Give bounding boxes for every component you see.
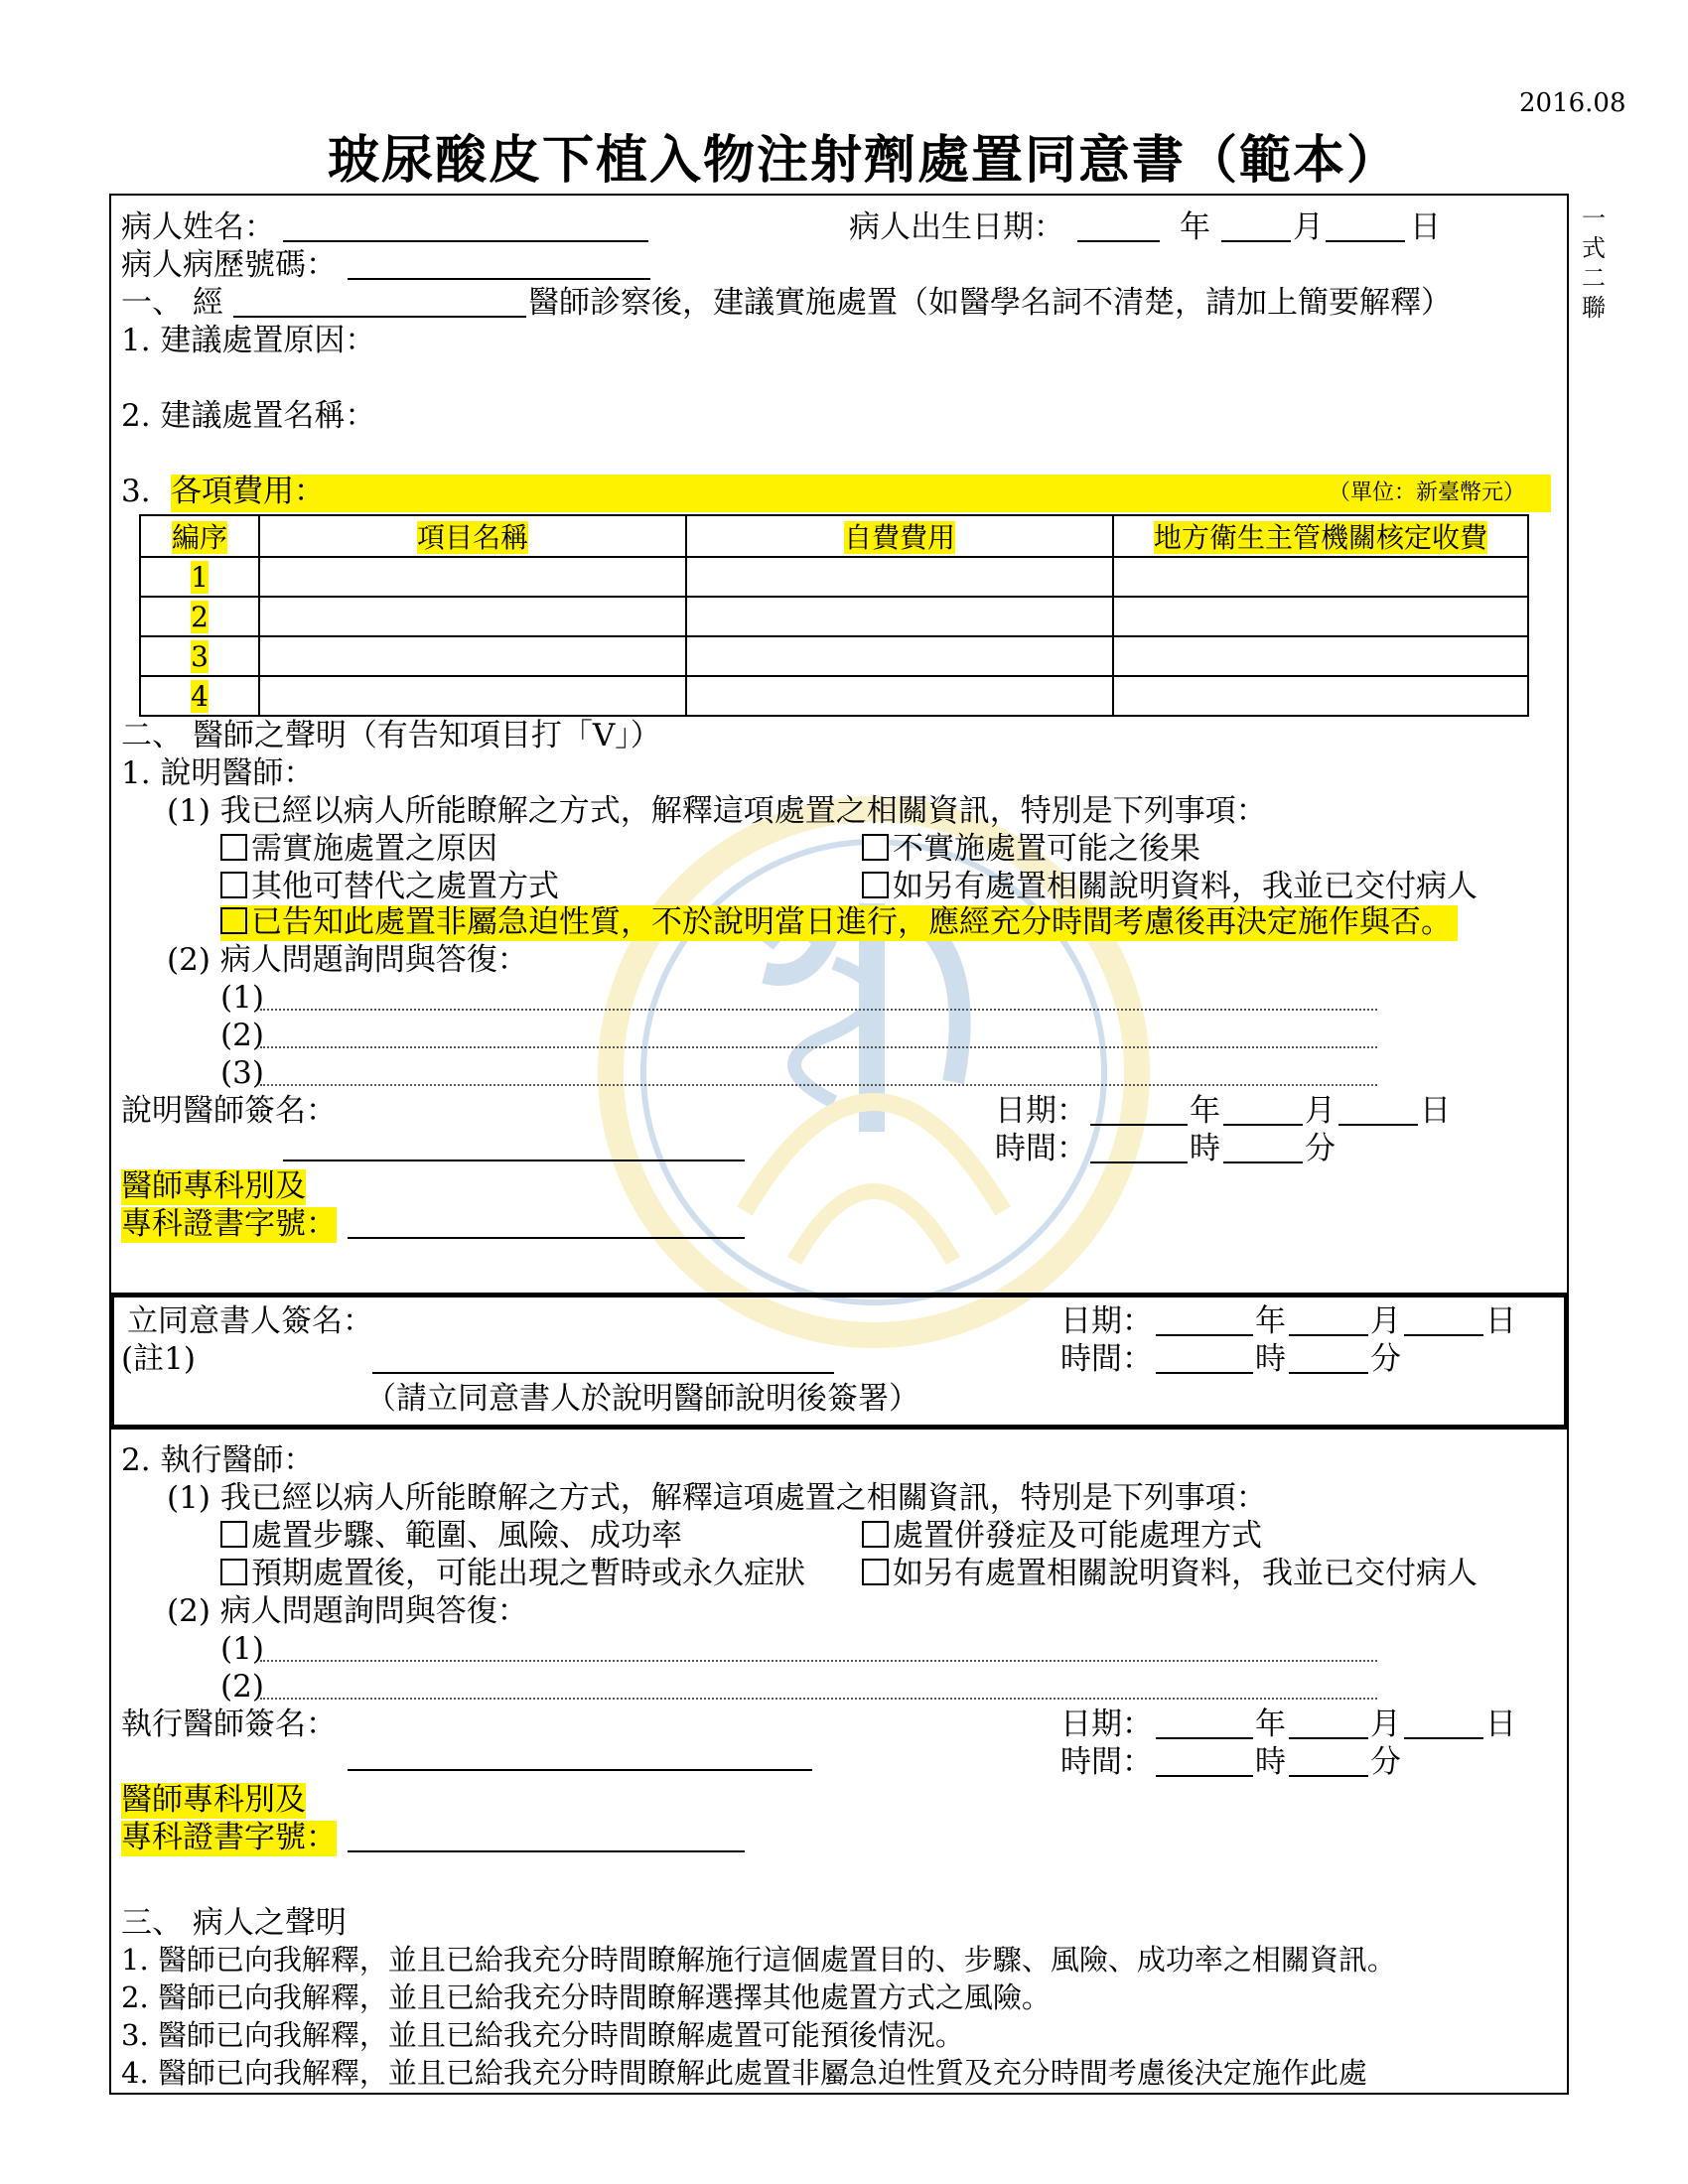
section3-heading: 三、 病人之聲明 [121,1905,347,1941]
patient-name-field[interactable] [283,240,648,242]
approved-cell[interactable] [1113,557,1528,597]
table-row [140,557,1528,597]
explain-time-label: 時間： [995,1131,1087,1166]
execute-time-minute-unit: 分 [1370,1744,1401,1780]
form-title: 玻尿酸皮下植入物注射劑處置同意書（範本） [328,130,1401,191]
explain-specialty-label-b: 專科證書字號： [121,1206,337,1242]
check-consequence[interactable]: 不實施處置可能之後果 [862,832,1200,868]
consent-time-minute-field[interactable] [1289,1372,1368,1374]
medical-record-label: 病人病歷號碼： [121,247,337,283]
check-alternatives[interactable]: 其他可替代之處置方式 [220,870,559,905]
self-pay-cell[interactable] [686,557,1113,597]
patient-statement-4: 4. 醫師已向我解釋，並且已給我充分時間瞭解此處置非屬急迫性質及充分時間考慮後決定施作此處 [121,2056,1367,2090]
self-pay-cell[interactable] [686,636,1113,676]
explain-time-hour-field[interactable] [1090,1161,1188,1163]
execute-qa-heading: (2) 病人問題詢問與答復： [167,1593,528,1629]
consent-instruction: （請立同意書人於說明醫師說明後簽署） [365,1381,919,1417]
explain-sign-field[interactable] [283,1160,745,1161]
patient-name-label: 病人姓名： [121,209,275,245]
patient-statement-2: 2. 醫師已向我解釋，並且已給我充分時間瞭解選擇其他處置方式之風險。 [121,1980,1051,2014]
execute-date-month-unit: 月 [1370,1706,1401,1742]
consent-note: (註1) [121,1341,196,1377]
row-index: 1 [140,557,259,597]
consent-date-year-unit: 年 [1255,1303,1286,1339]
explain-specialty-field[interactable] [348,1237,745,1239]
approved-cell[interactable] [1113,636,1528,676]
check-symptoms[interactable]: 預期處置後，可能出現之暫時或永久症狀 [220,1557,805,1592]
explain-time-minute-unit: 分 [1305,1131,1336,1166]
consent-time-hour-field[interactable] [1156,1372,1253,1374]
execute-sign-field[interactable] [348,1769,812,1771]
check-steps[interactable]: 處置步驟、範圍、風險、成功率 [220,1519,682,1555]
explain-sign-label: 說明醫師簽名： [121,1093,337,1129]
patient-statement-3: 3. 醫師已向我解釋，並且已給我充分時間瞭解處置可能預後情況。 [121,2018,964,2052]
check-materials[interactable]: 如另有處置相關說明資料，我並已交付病人 [862,870,1477,905]
fee-col-index: 編序 [140,515,259,557]
checkbox[interactable] [220,872,247,898]
section1-lead-b: 醫師診察後，建議實施處置（如醫學名詞不清楚，請加上簡要解釋） [528,285,1452,321]
explain-date-year-unit: 年 [1190,1093,1220,1129]
explain-specialty-label-a: 醫師專科別及 [121,1168,306,1204]
birth-year-field[interactable] [1077,240,1160,242]
execute-date-year-field[interactable] [1156,1737,1253,1739]
approved-cell[interactable] [1113,676,1528,716]
table-row [140,597,1528,636]
item-cell[interactable] [259,636,686,676]
birth-date-label: 病人出生日期： [849,209,1064,245]
consent-date-day-unit: 日 [1485,1303,1516,1339]
patient-statement-1: 1. 醫師已向我解釋，並且已給我充分時間瞭解施行這個處置目的、步驟、風險、成功率之相關資訊。 [121,1943,1396,1977]
execute-sign-label: 執行醫師簽名： [121,1706,337,1742]
row-index: 2 [140,597,259,636]
explain-time-hour-unit: 時 [1190,1131,1220,1166]
fee-table [139,514,1529,717]
consent-date-month-unit: 月 [1370,1303,1401,1339]
qa-label-3: (3) [220,1055,264,1091]
explain-date-month-unit: 月 [1305,1093,1336,1129]
execute-paragraph: (1) 我已經以病人所能瞭解之方式，解釋這項處置之相關資訊，特別是下列事項： [167,1480,1267,1516]
checkbox[interactable] [220,1521,247,1548]
consent-sign-field[interactable] [372,1372,834,1374]
execute-qa-line-1[interactable] [260,1660,1377,1662]
form-version: 2016.08 [1519,88,1626,118]
checkbox[interactable] [220,1559,247,1585]
execute-time-label: 時間： [1060,1744,1153,1780]
execute-specialty-label-a: 醫師專科別及 [121,1782,306,1818]
check-reason[interactable]: 需實施處置之原因 [220,832,497,868]
qa-answer-line-2[interactable] [260,1046,1377,1048]
consent-time-label: 時間： [1060,1341,1153,1377]
execute-date-month-field[interactable] [1289,1737,1368,1739]
explain-doctor-title: 1. 說明醫師： [121,755,315,791]
explain-date-day-field[interactable] [1338,1124,1418,1126]
item-cell[interactable] [259,676,686,716]
table-row [140,636,1528,676]
qa-label-2: (2) [220,1018,264,1053]
section1-lead-a: 一、 經 [121,285,223,321]
execute-qa-line-2[interactable] [260,1698,1377,1700]
row-index: 3 [140,636,259,676]
checkbox[interactable] [220,834,247,861]
checkbox[interactable] [862,872,889,898]
explain-date-label: 日期： [995,1093,1087,1129]
consent-time-hour-unit: 時 [1255,1341,1286,1377]
checkbox[interactable] [862,1521,889,1548]
check-non-urgent[interactable]: 已告知此處置非屬急迫性質，不於說明當日進行，應經充分時間考慮後再決定施作與否。 [220,905,1458,941]
fee-col-self-pay: 自費費用 [686,515,1113,557]
explain-date-year-field[interactable] [1090,1124,1188,1126]
consent-time-minute-unit: 分 [1370,1341,1401,1377]
execute-specialty-field[interactable] [348,1850,745,1852]
explain-paragraph: (1) 我已經以病人所能瞭解之方式，解釋這項處置之相關資訊，特別是下列事項： [167,793,1267,829]
item-cell[interactable] [259,597,686,636]
section1-item-name: 2. 建議處置名稱： [121,398,376,434]
explain-date-month-field[interactable] [1223,1124,1303,1126]
birth-month-unit: 月 [1293,209,1324,245]
table-row [140,676,1528,716]
explain-time-minute-field[interactable] [1223,1161,1303,1163]
item-cell[interactable] [259,557,686,597]
execute-doctor-title: 2. 執行醫師： [121,1442,315,1478]
birth-year-unit: 年 [1180,209,1210,245]
fee-col-approved: 地方衛生主管機關核定收費 [1113,515,1528,557]
birth-day-field[interactable] [1326,240,1405,242]
fee-table-header-row [140,515,1528,557]
explain-date-day-unit: 日 [1420,1093,1451,1129]
qa-heading: (2) 病人問題詢問與答復： [167,942,528,978]
birth-day-unit: 日 [1410,209,1441,245]
execute-time-hour-unit: 時 [1255,1744,1286,1780]
execute-date-label: 日期： [1060,1706,1153,1742]
execute-time-hour-field[interactable] [1156,1775,1253,1777]
birth-month-field[interactable] [1221,240,1291,242]
execute-qa-label-2: (2) [220,1669,264,1705]
qa-answer-line-3[interactable] [260,1084,1377,1086]
self-pay-cell[interactable] [686,676,1113,716]
qa-answer-line-1[interactable] [260,1009,1377,1011]
execute-qa-label-1: (1) [220,1631,264,1667]
fee-label: 各項費用： [171,474,325,509]
medical-record-field[interactable] [348,278,650,280]
consent-sign-label: 立同意書人簽名： [127,1303,373,1339]
consent-date-year-field[interactable] [1156,1334,1253,1336]
fee-col-item: 項目名稱 [259,515,686,557]
check-exec-materials[interactable]: 如另有處置相關說明資料，我並已交付病人 [862,1557,1477,1592]
approved-cell[interactable] [1113,597,1528,636]
section2-heading: 二、 醫師之聲明（有告知項目打「V」） [121,718,661,753]
self-pay-cell[interactable] [686,597,1113,636]
execute-date-day-field[interactable] [1404,1737,1483,1739]
row-index: 4 [140,676,259,716]
consent-date-month-field[interactable] [1289,1334,1368,1336]
section1-item3-number: 3. [121,474,151,509]
section1-item-reason: 1. 建議處置原因： [121,323,376,358]
qa-label-1: (1) [220,980,264,1016]
execute-specialty-label-b: 專科證書字號： [121,1820,337,1855]
execute-time-minute-field[interactable] [1289,1775,1368,1777]
execute-date-year-unit: 年 [1255,1706,1286,1742]
checkbox[interactable] [862,834,889,861]
check-complications[interactable]: 處置併發症及可能處理方式 [862,1519,1262,1555]
consent-date-day-field[interactable] [1404,1334,1483,1336]
execute-date-day-unit: 日 [1485,1706,1516,1742]
copies-note: 一式二聯 [1582,205,1606,322]
checkbox[interactable] [862,1559,889,1585]
doctor-name-field[interactable] [233,316,526,318]
consent-date-label: 日期： [1060,1303,1153,1339]
checkbox[interactable] [220,907,247,934]
fee-unit-note: （單位：新臺幣元） [1329,480,1526,505]
